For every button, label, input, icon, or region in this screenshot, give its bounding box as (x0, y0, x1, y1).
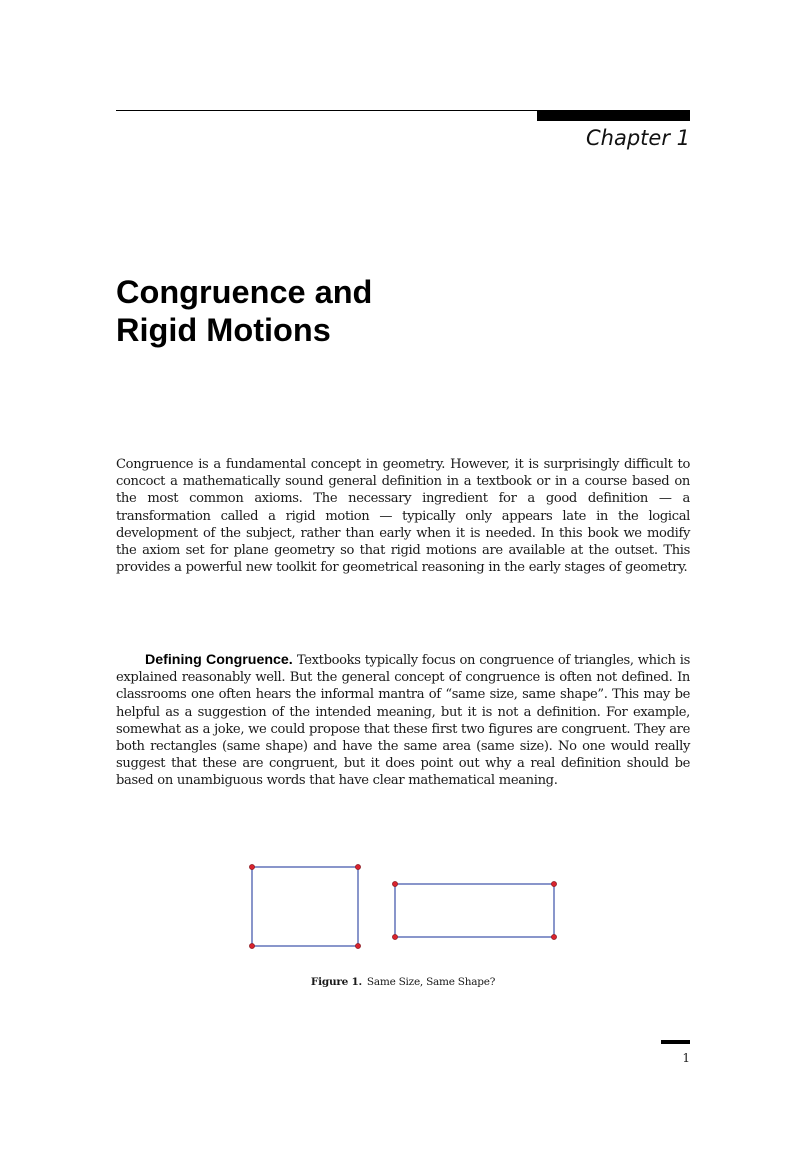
chapter-label: Chapter 1 (586, 126, 690, 150)
right-rectangle-vertex-bottom-left (392, 934, 397, 939)
header-rule-thick (537, 110, 690, 121)
right-rectangle-vertex-bottom-right (551, 934, 556, 939)
figure-caption-label: Figure 1. (310, 976, 362, 988)
left-rectangle-vertex-bottom-left (249, 943, 254, 948)
figure-caption-text: Same Size, Same Shape? (366, 976, 496, 988)
chapter-title-line-2: Rigid Motions (116, 312, 331, 348)
figure-rectangles (244, 858, 564, 954)
defining-congruence-paragraph (116, 652, 690, 790)
left-rectangle (252, 867, 358, 946)
figure-svg (244, 858, 564, 954)
right-rectangle (395, 884, 554, 937)
page-number: 1 (682, 1051, 690, 1065)
chapter-title-line-1: Congruence and (116, 274, 373, 310)
left-rectangle-vertex-bottom-right (355, 943, 360, 948)
right-rectangle-vertex-top-left (392, 881, 397, 886)
right-rectangle-vertex-top-right (551, 881, 556, 886)
intro-paragraph: Congruence is a fundamental concept in geometry. However, it is surprisingly difficult to concoct a mathematically sound general definition in a textbook or in a course based on the most common axioms. The necessary ingredient for a good definition — a transformation called a rigid motion — typically only appears late in the logical development of the subject, rather than early when it is needed. In this book we modify the axiom set for plane geometry so that rigid motions are available at the outset. This provides a powerful new toolkit for geometrical reasoning in the early stages of geometry. (116, 457, 690, 576)
section-body-text: Textbooks typically focus on congruence of triangles, which is explained reasonably well. But the general concept of congruence is often not defined. In classrooms one often hears the informal mantra of “same size, same shape”. This may be helpful as a suggestion of the intended meaning, but it is not a definition. For example, somewhat as a joke, we could propose that these first two figures are congruent. They are both rectangles (same shape) and have the same area (same size). No one would really suggest that these are congruent, but it does point out why a real definition should be based on unambiguous words that have clear mathematical meaning. (116, 653, 690, 789)
left-rectangle-vertex-top-right (355, 864, 360, 869)
left-rectangle-vertex-top-left (249, 864, 254, 869)
section-run-in-heading: Defining Congruence. (145, 652, 293, 668)
chapter-title (116, 273, 372, 349)
page-number-bar (661, 1040, 690, 1044)
figure-caption (0, 976, 806, 988)
